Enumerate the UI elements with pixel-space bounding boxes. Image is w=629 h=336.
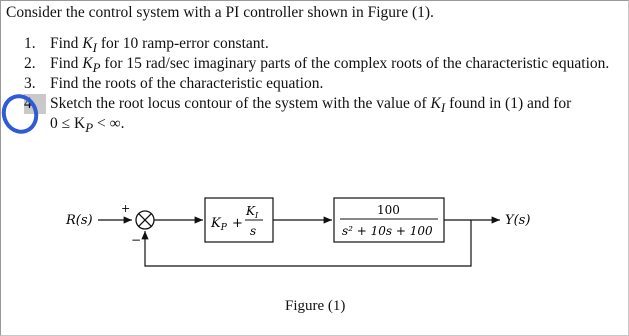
question-number: 3. <box>24 75 36 92</box>
minus-sign: − <box>131 233 142 247</box>
figure-caption: Figure (1) <box>285 298 346 314</box>
question-number: 1. <box>24 35 36 52</box>
intro-text: Consider the control system with a PI controller shown in Figure (1). <box>6 4 434 21</box>
controller-kp: K <box>211 216 221 231</box>
question-number: 2. <box>24 55 36 72</box>
question-text: Find $K_I$ for 10 ramp-error constant. <box>50 35 269 56</box>
controller-ki: K <box>246 204 255 218</box>
plant-denominator: s² + 10s + 100 <box>342 224 433 238</box>
controller-plus: + <box>232 216 243 231</box>
output-label: Y(s) <box>505 213 531 228</box>
input-label: R(s) <box>66 213 93 228</box>
controller-kp-sub: P <box>220 223 227 233</box>
question-text: Sketch the root locus contour of the system with the value of $K_I$ found in (1) and for <box>50 95 572 116</box>
summing-junction <box>136 211 154 229</box>
question-text: $0 \le K_P$ < ∞. <box>50 115 125 136</box>
plant-numerator: 100 <box>377 203 400 217</box>
plus-sign: + <box>121 202 131 215</box>
question-number: 4. <box>24 94 46 114</box>
question-text: Find the roots of the characteristic equation. <box>50 75 324 92</box>
controller-denominator: s <box>250 224 257 238</box>
controller-ki-sub: I <box>254 211 259 220</box>
question-text: Find $K_P$ for 15 rad/sec imaginary parts of the complex roots of the characteristic equation. <box>50 55 610 76</box>
